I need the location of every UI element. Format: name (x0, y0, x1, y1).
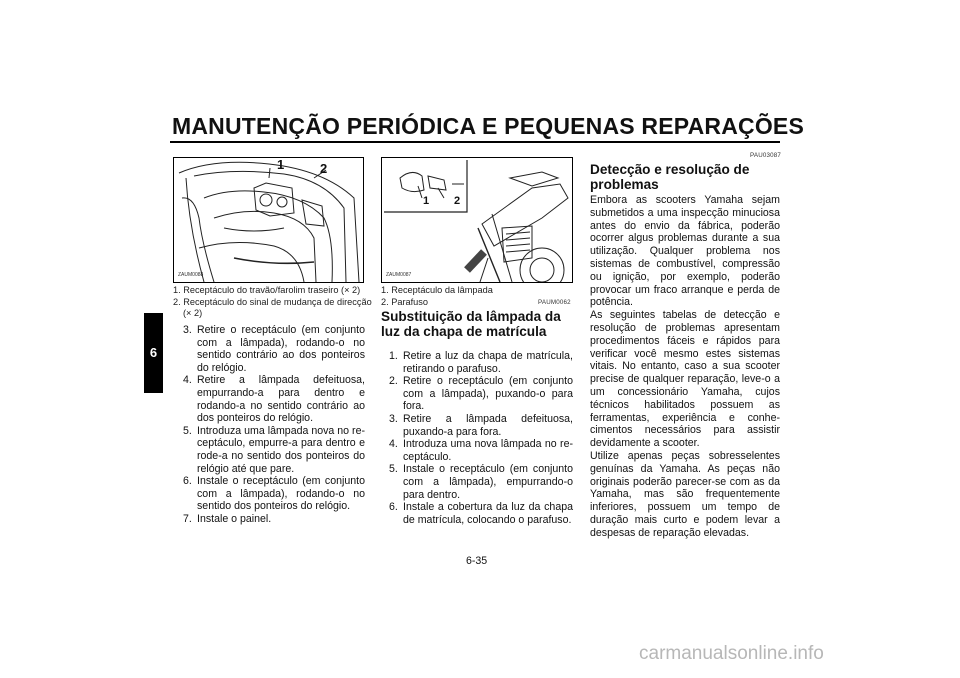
section-tab: 6 (144, 313, 163, 393)
troubleshooting-body (590, 194, 780, 540)
list-item: 6. Instale o receptáculo (em conjunto com a lâmpada), rodando-o no sentido dos ponteiros do relógio. (183, 475, 365, 513)
list-item: 5. Instale o receptáculo (em conjunto com a lâmpada), empurrando-o para dentro. (389, 463, 573, 501)
paragraph: Embora as scooters Yamaha sejam submetidos a uma inspecção minuciosa antes do envio da fábrica, poderão ocorrer algus problemas durante a sua utilização. Qualquer problema nos sistemas de combustível, compressão ou ignição, por exemplo, poderão provocar um fraco arranque e perda de potência. (590, 194, 780, 309)
list-item: 4. Retire a lâmpada defeituosa, empurrando-a para dentro e rodando-a no sentido contrário ao dos ponteiros do relógio. (183, 374, 365, 425)
caption-item: 1. Receptáculo do travão/farolim traseiro (× 2) (173, 285, 361, 295)
paragraph: Utilize apenas peças sobresselentes genuínas da Yamaha. As peças não originais poderão parecer-se com as da Yamaha, mas são frequentemente inferiores, possuem um tempo de duração mais curto e podem levar a despesas de reparação elevadas. (590, 449, 780, 539)
paragraph: As seguintes tabelas de detecção e resolução de problemas apresentam procedimentos fáceis e rápidos para verificar você mesmo estes sistemas vitais. No entanto, caso a sua scooter precise de qualquer reparação, leve-o a um concessionário Yamaha, cujos técnicos habilitados possuem as ferramentas, experiência e conhecimentos necessários para assistir devidamente a scooter. (590, 309, 780, 450)
caption-item: 1. Receptáculo da lâmpada (381, 285, 493, 295)
section-heading-licence-plate: Substituição da lâmpada da luz da chapa de matrícula (381, 309, 561, 339)
callout-2: 2 (454, 195, 461, 207)
figure-licence-plate-light (381, 157, 573, 283)
licence-plate-steps (389, 350, 573, 526)
figure-rear-light-sockets (173, 157, 364, 283)
callout-1: 1 (277, 157, 285, 172)
title-rule (170, 141, 780, 143)
figure-licence-plate-light-drawing (382, 158, 572, 282)
figure1-captions (173, 285, 373, 320)
caption-item: 2. Parafuso (381, 296, 428, 307)
callout-1: 1 (423, 195, 430, 207)
figure-code: ZAUM0087 (386, 272, 412, 278)
figure-rear-light-sockets-drawing (174, 158, 363, 282)
bulb-replacement-steps-continued (183, 324, 365, 526)
list-item: 3. Retire a lâmpada defeituosa, puxando-a para fora. (389, 412, 573, 438)
caption-item: (× 2) (183, 308, 203, 318)
section-heading-troubleshooting: Detecção e resolução de problemas (590, 162, 750, 192)
list-item: 6. Instale a cobertura da luz da chapa de matrícula, colocando o parafuso. (389, 501, 573, 526)
callout-2: 2 (320, 161, 328, 176)
list-item: 7. Instale o painel. (183, 512, 272, 525)
section-code: PAUM0062 (538, 299, 571, 306)
watermark: carmanualsonline.info (639, 643, 824, 664)
section-code: PAU03087 (750, 152, 782, 159)
list-item: 4. Introduza uma nova lâmpada no receptáculo. (389, 438, 573, 463)
list-item: 2. Retire o receptáculo (em conjunto com a lâmpada), puxando-o para fora. (389, 375, 573, 413)
list-item: 5. Introduza uma lâmpada nova no receptáculo, empurre-a para dentro e rode-a no sentido dos ponteiros do relógio até que pare. (183, 424, 365, 475)
list-item: 1. Retire a luz da chapa de matrícula, retirando o parafuso. (389, 350, 573, 375)
caption-item: 2. Receptáculo do sinal de mudança de direcção (173, 296, 372, 307)
page-title: MANUTENÇÃO PERIÓDICA E PEQUENAS REPARAÇÕES (172, 113, 805, 139)
figure-code: ZAUM0088 (178, 272, 204, 278)
page-number: 6-35 (466, 555, 488, 567)
list-item: 3. Retire o receptáculo (em conjunto com a lâmpada), rodando-o no sentido contrário ao dos ponteiros do relógio. (183, 324, 365, 374)
